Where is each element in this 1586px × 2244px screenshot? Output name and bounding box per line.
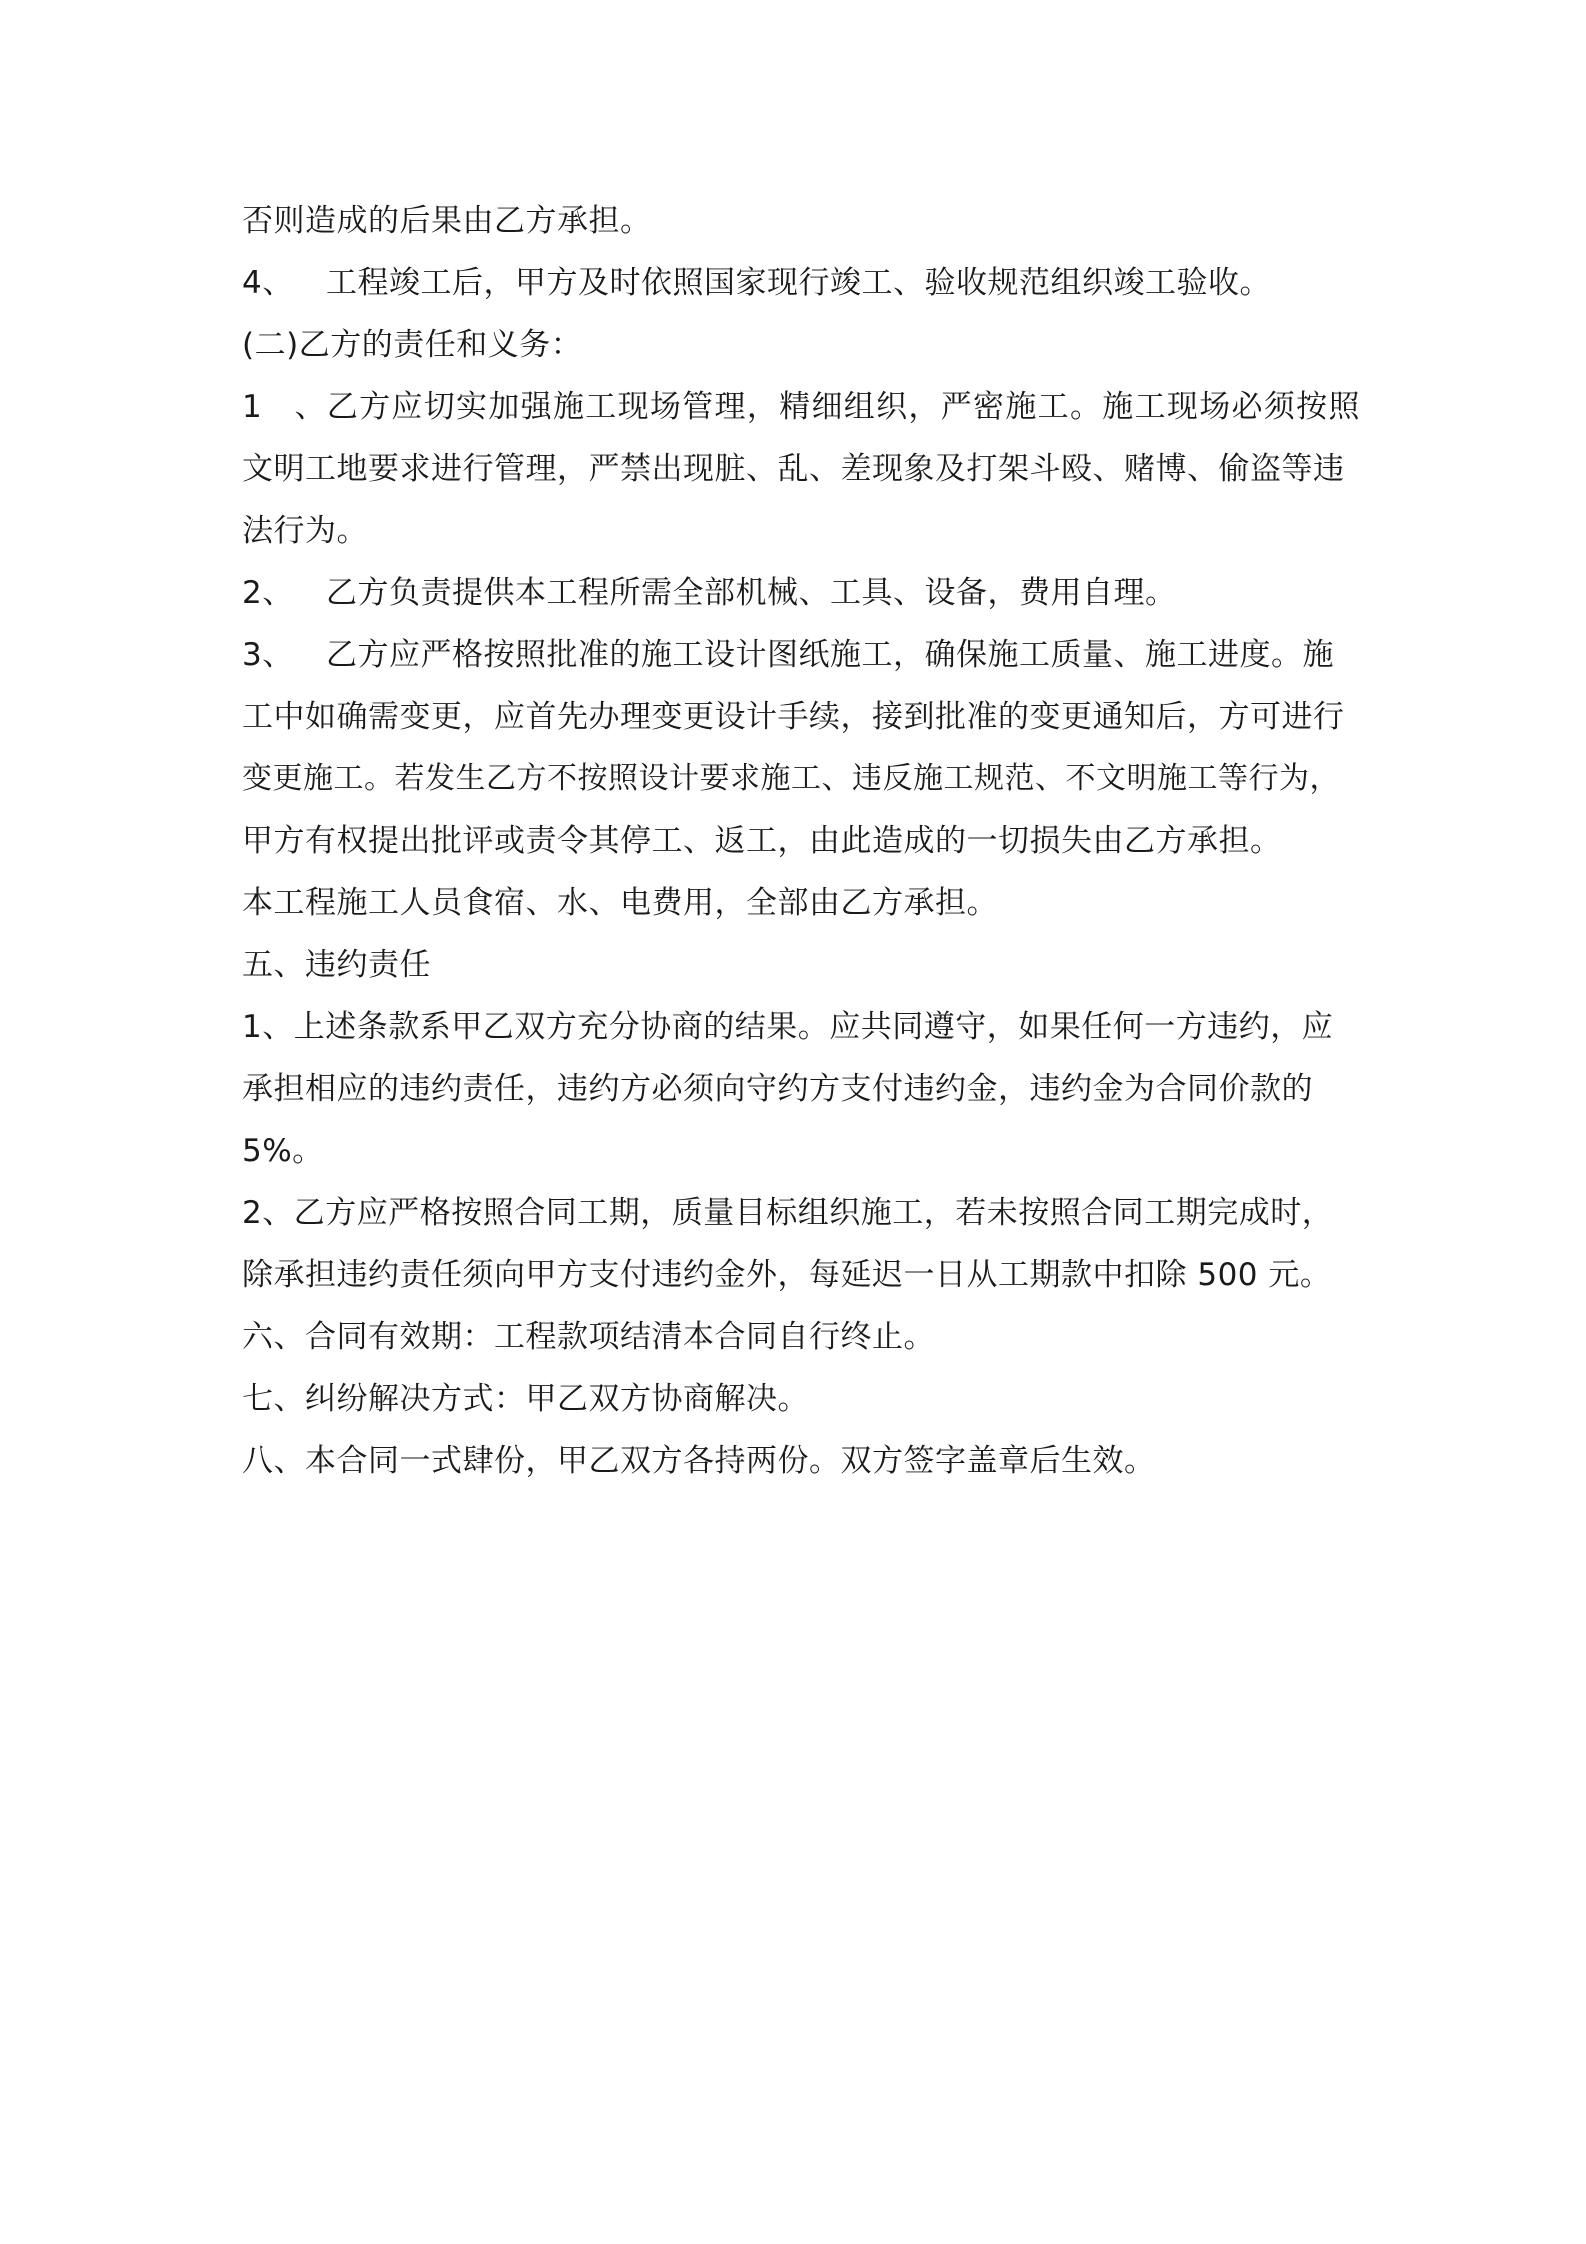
list-item-1: 1、乙方应切实加强施工现场管理，精细组织，严密施工。施工现场必须按照 xyxy=(242,376,1360,438)
text-line: 文明工地要求进行管理，严禁出现脏、乱、差现象及打架斗殴、赌博、偷盗等违 xyxy=(242,451,1345,487)
section-heading: (二)乙方的责任和义务： xyxy=(242,327,583,363)
text-line: 承担相应的违约责任，违约方必须向守约方支付违约金，违约金为合同价款的 xyxy=(242,1071,1313,1107)
section-7: 七、纠纷解决方式：甲乙双方协商解决。 xyxy=(242,1381,809,1417)
document-body xyxy=(242,190,1360,1492)
text-line: 法行为。 xyxy=(242,513,368,549)
list-item-4: 4、 工程竣工后，甲方及时依照国家现行竣工、验收规范组织竣工验收。 xyxy=(242,252,1360,314)
list-number: 2、 xyxy=(242,575,294,611)
clause-2: 2、乙方应严格按照合同工期，质量目标组织施工，若未按照合同工期完成时， xyxy=(242,1195,1334,1231)
text-line-1: 否则造成的后果由乙方承担。 xyxy=(242,203,652,239)
list-number: 1、 xyxy=(242,389,326,425)
text-line: 甲方有权提出批评或责令其停工、返工，由此造成的一切损失由乙方承担。 xyxy=(242,823,1282,859)
section-8: 八、本合同一式肆份，甲乙双方各持两份。双方签字盖章后生效。 xyxy=(242,1443,1156,1479)
list-number: 3、 xyxy=(242,637,294,673)
section-heading: 五、违约责任 xyxy=(242,947,431,983)
text-line: 工中如确需变更，应首先办理变更设计手续，接到批准的变更通知后，方可进行 xyxy=(242,699,1345,735)
section-6: 六、合同有效期：工程款项结清本合同自行终止。 xyxy=(242,1319,935,1355)
list-number: 4、 xyxy=(242,265,294,301)
text-line: 除承担违约责任须向甲方支付违约金外，每延迟一日从工期款中扣除 500 元。 xyxy=(242,1257,1332,1293)
clause-1: 1、上述条款系甲乙双方充分协商的结果。应共同遵守，如果任何一方违约，应 xyxy=(242,1009,1334,1045)
text-line: 本工程施工人员食宿、水、电费用，全部由乙方承担。 xyxy=(242,885,998,921)
list-item-3: 3、 乙方应严格按照批准的施工设计图纸施工，确保施工质量、施工进度。施 xyxy=(242,624,1360,686)
text-line: 5%。 xyxy=(242,1133,324,1169)
text-line: 变更施工。若发生乙方不按照设计要求施工、违反施工规范、不文明施工等行为， xyxy=(242,761,1340,796)
list-item-2: 2、 乙方负责提供本工程所需全部机械、工具、设备，费用自理。 xyxy=(242,562,1360,624)
